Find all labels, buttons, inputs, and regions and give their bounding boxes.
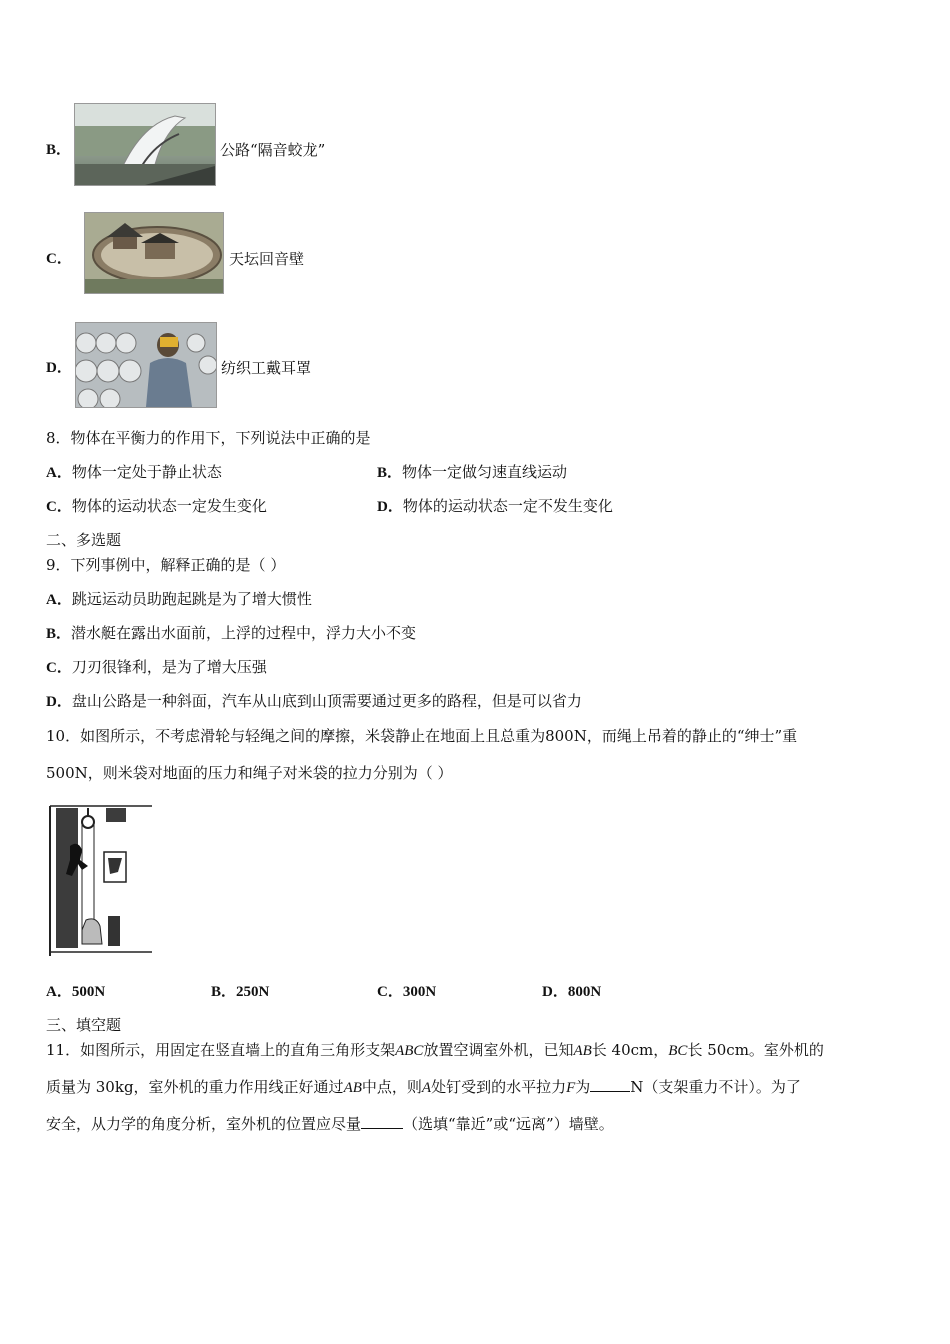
option-text: 300N bbox=[402, 984, 437, 1000]
option-text: 物体一定处于静止状态 bbox=[71, 463, 222, 481]
option-text: 公路“隔音蛟龙” bbox=[220, 141, 326, 159]
option-d bbox=[46, 691, 582, 712]
option-text: 盘山公路是一种斜面，汽车从山底到山顶需要通过更多的路程，但是可以省力 bbox=[71, 692, 582, 710]
option-letter: B． bbox=[377, 465, 403, 481]
question-stem: 8．物体在平衡力的作用下，下列说法中正确的是 bbox=[46, 429, 371, 447]
text-span: 中点，则 bbox=[361, 1078, 422, 1096]
text-span: 为 bbox=[575, 1078, 591, 1096]
option-b bbox=[211, 981, 269, 1002]
option-letter: A． bbox=[46, 465, 72, 481]
option-c bbox=[46, 657, 267, 678]
option-d bbox=[377, 496, 613, 517]
option-c bbox=[377, 981, 436, 1002]
option-letter: D． bbox=[46, 360, 72, 376]
option-letter: D． bbox=[46, 694, 72, 710]
option-letter: C． bbox=[46, 251, 72, 267]
question-text-line2 bbox=[46, 1077, 801, 1098]
option-text: 物体一定做匀速直线运动 bbox=[402, 463, 568, 481]
answer-blank[interactable] bbox=[590, 1077, 630, 1092]
option-letter: C． bbox=[377, 984, 403, 1000]
text-span: 安全，从力学的角度分析，室外机的位置应尽量 bbox=[46, 1115, 362, 1133]
section-title: 二、多选题 bbox=[46, 531, 122, 549]
variable: A bbox=[421, 1080, 432, 1096]
pulley-gentleman-rice-bag-illustration bbox=[48, 804, 154, 958]
question-stem: 9．下列事例中，解释正确的是（ ） bbox=[46, 556, 286, 574]
option-letter: A． bbox=[46, 984, 72, 1000]
option-text: 物体的运动状态一定不发生变化 bbox=[402, 497, 613, 515]
option-letter: A． bbox=[46, 592, 72, 608]
question-text-line1 bbox=[46, 1040, 824, 1061]
text-span: 质量为 30kg，室外机的重力作用线正好通过 bbox=[46, 1078, 344, 1096]
text-span: 长 50cm。室外机的 bbox=[687, 1041, 824, 1059]
option-d bbox=[542, 981, 601, 1002]
option-text: 物体的运动状态一定发生变化 bbox=[71, 497, 267, 515]
textile-worker-earmuffs-photo bbox=[75, 322, 217, 408]
text-span: 长 40cm， bbox=[591, 1041, 669, 1059]
option-text: 800N bbox=[567, 984, 602, 1000]
option-b bbox=[46, 623, 416, 644]
option-b bbox=[377, 462, 567, 483]
option-text: 500N bbox=[71, 984, 106, 1000]
option-letter: D． bbox=[377, 499, 403, 515]
option-a bbox=[46, 462, 222, 483]
text-span: N（支架重力不计）。为了 bbox=[630, 1078, 801, 1096]
variable: AB bbox=[343, 1080, 362, 1096]
text-span: 放置空调室外机，已知 bbox=[423, 1041, 574, 1059]
question-stem-line1: 10．如图所示，不考虑滑轮与轻绳之间的摩擦，米袋静止在地面上且总重为800N，而绳上吊着的静止的“绅士”重 bbox=[46, 727, 798, 745]
variable: F bbox=[566, 1080, 576, 1096]
option-text: 跳远运动员助跑起跳是为了增大惯性 bbox=[71, 590, 312, 608]
option-c bbox=[46, 496, 267, 517]
option-letter: C． bbox=[46, 499, 72, 515]
sound-barrier-tunnel-photo bbox=[74, 103, 216, 186]
variable: ABC bbox=[395, 1043, 424, 1059]
option-a bbox=[46, 589, 312, 610]
text-span: （选填“靠近”或“远离”）墙壁。 bbox=[403, 1115, 614, 1133]
option-a bbox=[46, 981, 105, 1002]
variable: AB bbox=[573, 1043, 592, 1059]
option-text: 潜水艇在露出水面前，上浮的过程中，浮力大小不变 bbox=[71, 624, 417, 642]
text-span: 处钉受到的水平拉力 bbox=[431, 1078, 567, 1096]
option-letter: B． bbox=[211, 984, 237, 1000]
question-text-line3 bbox=[46, 1114, 614, 1134]
option-text: 天坛回音壁 bbox=[229, 250, 305, 268]
question-stem-line2: 500N，则米袋对地面的压力和绳子对米袋的拉力分别为（ ） bbox=[46, 764, 453, 782]
option-letter: C． bbox=[46, 660, 72, 676]
section-title: 三、填空题 bbox=[46, 1016, 122, 1034]
option-text: 250N bbox=[236, 984, 270, 1000]
option-text: 刀刃很锋利，是为了增大压强 bbox=[71, 658, 267, 676]
option-letter: D． bbox=[542, 984, 568, 1000]
variable: BC bbox=[668, 1043, 688, 1059]
option-letter: B． bbox=[46, 142, 72, 158]
option-text: 纺织工戴耳罩 bbox=[221, 359, 312, 377]
text-span: 11．如图所示，用固定在竖直墙上的直角三角形支架 bbox=[46, 1041, 396, 1059]
answer-blank[interactable] bbox=[361, 1114, 403, 1129]
option-letter: B． bbox=[46, 626, 72, 642]
temple-of-heaven-echo-wall-photo bbox=[84, 212, 224, 294]
